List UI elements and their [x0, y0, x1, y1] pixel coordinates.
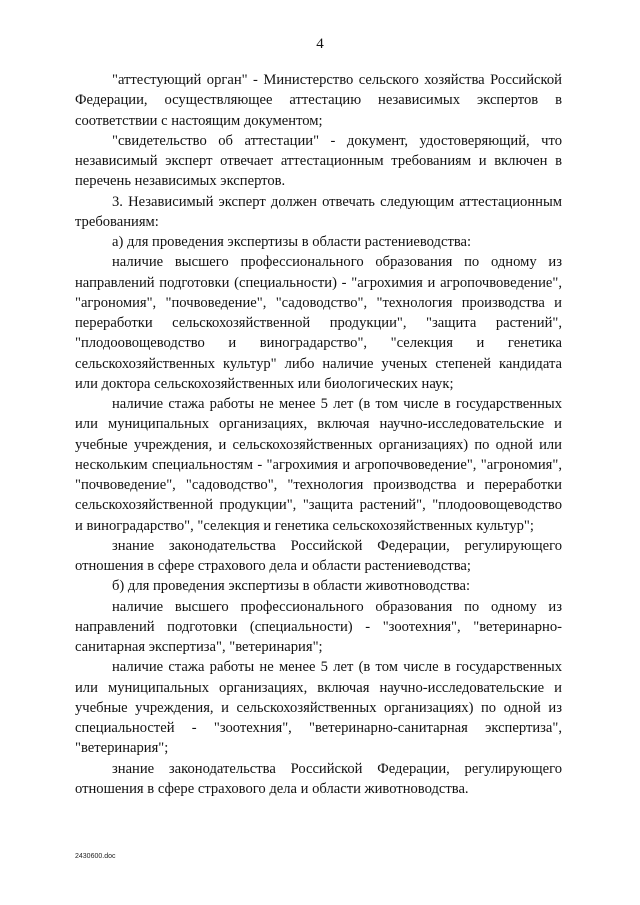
paragraph-crop-education-requirement: наличие высшего профессионального образования по одному из направлений подготовки (специальности) - "агрохимия и агропочвоведение", "агрономия", "почвоведение", "садоводство", "технология производства и переработки сельскохозяйственной продукции", "защита растений", "плодоовощеводство и виноградарство", "селекция и генетика сельскохозяйственных культур" либо наличие ученых степеней кандидата или доктора сельскохозяйственных или биологических наук;: [75, 254, 562, 392]
paragraph-livestock-experience-requirement: наличие стажа работы не менее 5 лет (в том числе в государственных или муниципальных организациях, включая научно-исследовательские и учебные учреждения, и сельскохозяйственных организациях) по одной из специальностей - "зоотехния", "ветеринарно-санитарная экспертиза", "ветеринария";: [75, 659, 562, 757]
paragraph-crop-legislation-knowledge: знание законодательства Российской Федерации, регулирующего отношения в сфере страхового дела и области растениеводства;: [75, 537, 562, 574]
paragraph-crop-experience-requirement: наличие стажа работы не менее 5 лет (в том числе в государственных или муниципальных организациях, включая научно-исследовательские и учебные учреждения, и сельскохозяйственных организациях) по одной или нескольким специальностям - "агрохимия и агропочвоведение", "агрономия", "почвоведение", "садоводство", "технология производства и переработки сельскохозяйственной продукции", "защита растений", "плодоовощеводство и виноградарство", "селекция и генетика сельскохозяйственных культур";: [75, 396, 562, 534]
paragraph-subsection-a-heading: а) для проведения экспертизы в области растениеводства:: [112, 234, 472, 250]
paragraph-attesting-body-definition: "аттестующий орган" - Министерство сельского хозяйства Российской Федерации, осуществляющее аттестацию независимых экспертов в соответствии с настоящим документом;: [75, 72, 562, 129]
paragraph-section-3-heading: 3. Независимый эксперт должен отвечать следующим аттестационным требованиям:: [75, 193, 562, 230]
paragraph-certificate-definition: "свидетельство об аттестации" - документ, удостоверяющий, что независимый эксперт отвечает аттестационным требованиям и включен в перечень независимых экспертов.: [75, 132, 562, 190]
document-body: [75, 70, 562, 799]
paragraph-subsection-b-heading: б) для проведения экспертизы в области животноводства:: [112, 578, 471, 595]
page-number: 4: [316, 36, 324, 52]
document-filename-footer: 2430600.doc: [75, 853, 116, 860]
paragraph-livestock-education-requirement: наличие высшего профессионального образования по одному из направлений подготовки (специальности) - "зоотехния", "ветеринарно-санитарная экспертиза", "ветеринария";: [75, 598, 562, 655]
paragraph-livestock-legislation-knowledge: знание законодательства Российской Федерации, регулирующего отношения в сфере страхового дела и области животноводства.: [75, 760, 562, 797]
